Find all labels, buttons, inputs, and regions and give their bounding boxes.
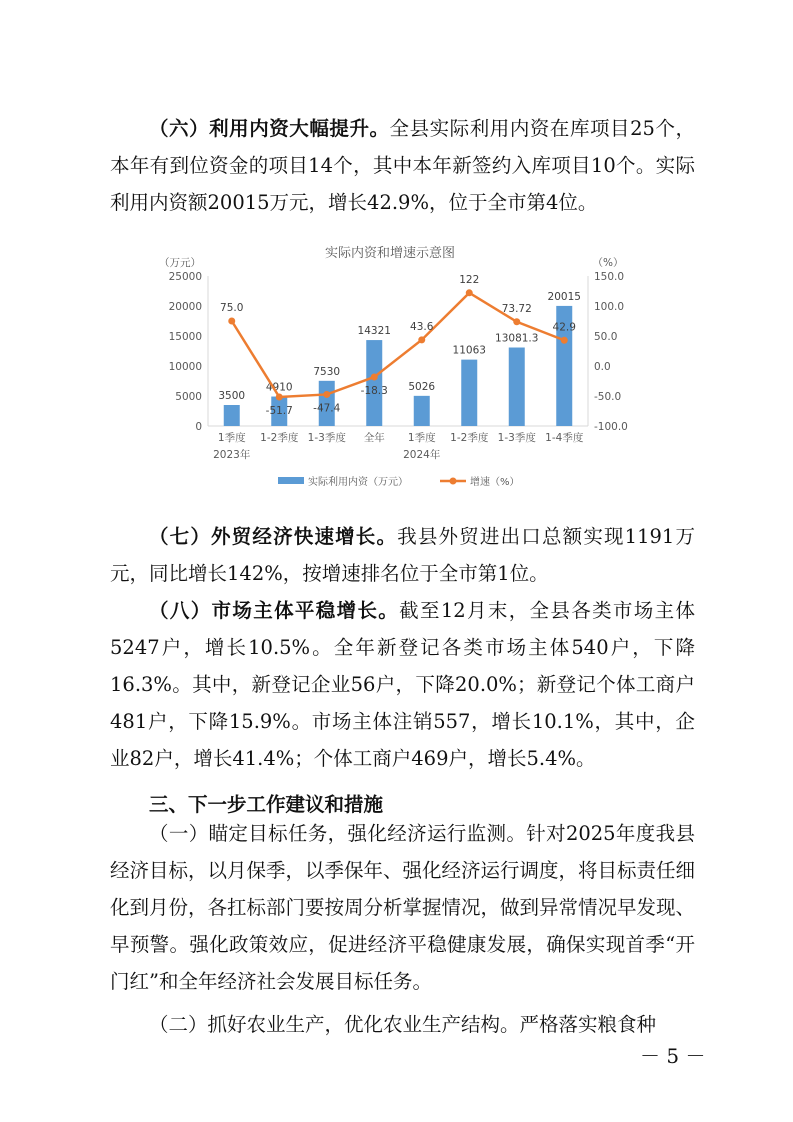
bar [414, 396, 430, 426]
x-group-label: 2023年 [213, 449, 251, 461]
paragraph-body: 我县外贸进出口总额实现1191万元，同比增长142%，按增速排名位于全市第1位。 [110, 525, 695, 585]
growth-value-label: -47.4 [313, 402, 341, 415]
chart-title: 实际内资和增速示意图 [324, 246, 456, 261]
y-left-tick-label: 20000 [168, 301, 202, 313]
growth-point [228, 318, 235, 325]
y-right-tick-label: 50.0 [594, 331, 618, 343]
paragraph-target-tasks [110, 815, 695, 1000]
bar [461, 360, 477, 426]
growth-value-label: 122 [459, 273, 480, 286]
paragraph-market-entities [110, 592, 695, 777]
y-left-unit-label: （万元） [159, 257, 201, 269]
growth-point [418, 336, 425, 343]
paragraph-lead: （七）外贸经济快速增长。 [149, 525, 398, 548]
section-heading: 三、下一步工作建议和措施 [149, 793, 384, 816]
y-left-tick-label: 25000 [168, 271, 202, 283]
growth-value-label: -51.7 [265, 405, 293, 418]
y-left-tick-label: 10000 [168, 361, 202, 373]
legend-line-label: 增速（%） [470, 477, 520, 488]
growth-point [466, 289, 473, 296]
bar-value-label: 4910 [265, 381, 293, 394]
x-category-label: 1-3季度 [497, 432, 536, 444]
paragraph-lead: （六）利用内资大幅提升。 [149, 117, 390, 140]
paragraph-body: 截至12月末，全县各类市场主体5247户，增长10.5%。全年新登记各类市场主体540户，下降16.3%。其中，新登记企业56户，下降20.0%；新登记个体工商户481户，下降15.9%。市场主体注销557，增长10.1%，其中，企业82户，增长41.4%；个体工商户469户，增长5.4%。 [110, 599, 695, 770]
paragraph-lead: （八）市场主体平稳增长。 [149, 599, 400, 622]
bar-value-label: 5026 [408, 380, 436, 393]
domestic-capital-chart [150, 236, 630, 498]
x-category-label: 1季度 [407, 432, 436, 444]
growth-value-label: 43.6 [410, 320, 434, 333]
bar-value-label: 13081.3 [495, 332, 539, 345]
x-category-label: 全年 [363, 432, 385, 444]
bar [509, 348, 525, 426]
growth-value-label: 42.9 [552, 321, 576, 334]
bar-value-label: 20015 [547, 290, 581, 303]
legend-bar-swatch [278, 477, 304, 484]
legend-bar-label: 实际利用内资（万元） [308, 477, 408, 488]
x-category-label: 1-2季度 [450, 432, 489, 444]
legend-line-marker [450, 478, 457, 485]
growth-value-label: -18.3 [360, 384, 388, 397]
growth-value-label: 75.0 [220, 302, 244, 314]
paragraph-utilization-of-domestic-capital [110, 110, 695, 221]
bar [366, 340, 382, 426]
bar-value-label: 3500 [218, 390, 246, 402]
bar-value-label: 14321 [357, 325, 391, 338]
growth-value-label: 73.72 [501, 302, 532, 315]
bar [224, 405, 240, 426]
paragraph-body: 针对2025年度我县经济目标，以月保季，以季保年、强化经济运行调度，将目标责任细化到月份，各扛标部门要按周分析掌握情况，做到异常情况早发现、早预警。强化政策效应，促进经济平稳健康发展，确保实现首季“开门红”和全年经济社会发展目标任务。 [110, 822, 696, 993]
growth-point [323, 391, 330, 398]
paragraph-agriculture [110, 1006, 695, 1043]
paragraph-lead: （二）抓好农业生产，优化农业生产结构。 [149, 1013, 520, 1036]
x-category-label: 1季度 [217, 432, 246, 444]
growth-point [513, 318, 520, 325]
bar-value-label: 7530 [313, 365, 341, 378]
x-group-label: 2024年 [403, 449, 441, 461]
paragraph-body: 严格落实粮食种 [519, 1013, 657, 1036]
y-right-tick-label: 100.0 [594, 301, 625, 313]
y-right-tick-label: 150.0 [594, 271, 625, 283]
y-left-tick-label: 15000 [168, 331, 202, 343]
growth-point [371, 373, 378, 380]
x-category-label: 1-2季度 [260, 432, 299, 444]
y-left-tick-label: 5000 [175, 391, 202, 403]
x-category-label: 1-4季度 [545, 432, 584, 444]
page-number: － 5 － [640, 1044, 706, 1068]
bar-value-label: 11063 [452, 344, 486, 357]
y-right-unit-label: （%） [592, 257, 624, 269]
y-right-tick-label: 0.0 [594, 361, 611, 373]
growth-point [561, 337, 568, 344]
paragraph-lead: （一）瞄定目标任务，强化经济运行监测。 [149, 822, 527, 845]
paragraph-body: 全县实际利用内资在库项目25个，本年有到位资金的项目14个，其中本年新签约入库项目10个。实际利用内资额20015万元，增长42.9%，位于全市第4位。 [110, 117, 695, 214]
y-right-tick-label: -100.0 [594, 421, 628, 433]
x-category-label: 1-3季度 [307, 432, 346, 444]
growth-point [276, 394, 283, 401]
y-left-tick-label: 0 [195, 421, 202, 433]
paragraph-foreign-trade [110, 518, 695, 592]
y-right-tick-label: -50.0 [594, 391, 622, 403]
